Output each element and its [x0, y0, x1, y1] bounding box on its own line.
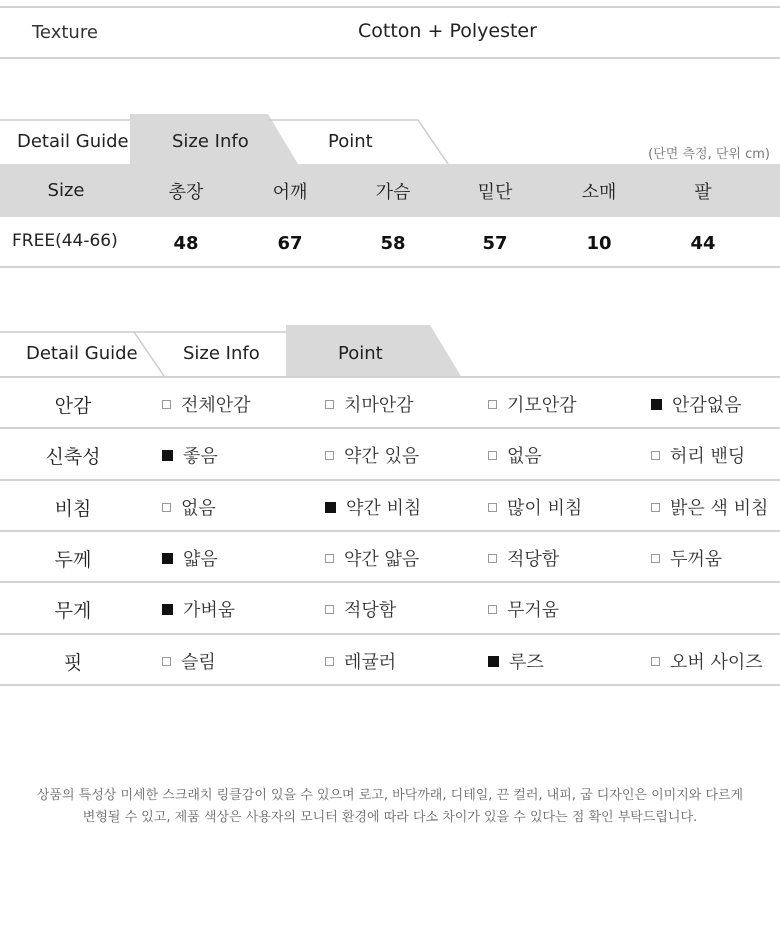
point-option [162, 494, 216, 520]
point-option [325, 596, 396, 622]
point-option-label: 두꺼움 [670, 549, 723, 570]
point-option-label: 오버 사이즈 [670, 652, 763, 673]
unchecked-box-icon [325, 605, 334, 614]
point-option [325, 545, 419, 571]
size-header-sleeve: 소매 [581, 182, 617, 203]
unchecked-box-icon [162, 400, 171, 409]
unchecked-box-icon [325, 554, 334, 563]
point-option-label: 기모안감 [507, 395, 577, 416]
unchecked-box-icon [325, 400, 334, 409]
size-value-length: 48 [173, 233, 199, 254]
tab-size-info-2[interactable]: Size Info [183, 343, 260, 364]
point-option-label: 없음 [181, 498, 216, 519]
checked-box-icon [162, 604, 173, 615]
point-option-label: 약간 얇음 [344, 549, 420, 570]
point-category: 안감 [54, 395, 92, 417]
point-option-label: 밝은 색 비침 [670, 498, 769, 519]
size-header-shoulder: 어깨 [272, 182, 308, 203]
tab-point[interactable]: Point [328, 131, 373, 152]
point-option [325, 648, 396, 674]
size-header-chest: 가슴 [375, 182, 411, 203]
size-value-sleeve: 10 [586, 233, 612, 254]
point-option [325, 442, 419, 468]
size-header-size: Size [47, 180, 85, 201]
size-tabs [0, 112, 780, 172]
unchecked-box-icon [488, 400, 497, 409]
unchecked-box-icon [488, 451, 497, 460]
point-option [651, 648, 763, 674]
point-option [162, 545, 218, 571]
tab-point-2[interactable]: Point [338, 343, 383, 364]
point-option [488, 391, 577, 417]
size-value-hem: 57 [482, 233, 508, 254]
point-option-label: 좋음 [183, 446, 218, 467]
point-option [162, 596, 235, 622]
unit-note: (단면 측정, 단위 cm) [648, 147, 770, 162]
point-row [0, 635, 780, 686]
point-option [488, 442, 542, 468]
point-option [488, 596, 559, 622]
texture-label: Texture [32, 22, 98, 43]
point-option-label: 없음 [507, 446, 542, 467]
point-category: 비침 [54, 498, 92, 520]
unchecked-box-icon [162, 657, 171, 666]
point-option-label: 슬림 [181, 652, 216, 673]
unchecked-box-icon [325, 657, 334, 666]
divider-top [0, 6, 780, 8]
checked-box-icon [325, 502, 336, 513]
point-row [0, 429, 780, 480]
size-header-hem: 밑단 [477, 182, 513, 203]
unchecked-box-icon [651, 554, 660, 563]
point-option-label: 무거움 [507, 600, 560, 621]
point-option-label: 많이 비침 [507, 498, 583, 519]
point-option [651, 545, 722, 571]
point-option [651, 494, 768, 520]
point-option-label: 적당함 [344, 600, 397, 621]
size-table-header [0, 164, 780, 217]
unchecked-box-icon [488, 503, 497, 512]
size-value-arm: 44 [690, 233, 716, 254]
point-option [488, 494, 582, 520]
point-option [488, 648, 544, 674]
point-category: 신축성 [45, 446, 101, 468]
point-option [651, 391, 742, 417]
size-value-free: FREE(44-66) [12, 231, 118, 251]
size-header-arm: 팔 [694, 182, 712, 203]
tab-detail-guide[interactable]: Detail Guide [17, 131, 129, 152]
checked-box-icon [162, 450, 173, 461]
point-option-label: 허리 밴딩 [670, 446, 746, 467]
size-table-row [0, 217, 780, 267]
notice-line-2: 변형될 수 있고, 제품 색상은 사용자의 모니터 환경에 따라 다소 차이가 있을 수 있다는 점 확인 부탁드립니다. [82, 810, 698, 825]
point-category: 무게 [54, 600, 92, 622]
unchecked-box-icon [162, 503, 171, 512]
unchecked-box-icon [325, 451, 334, 460]
divider-texture-bottom [0, 57, 780, 59]
divider-point-row [0, 684, 780, 686]
notice-line-1: 상품의 특성상 미세한 스크래치 링클감이 있을 수 있으며 로고, 바닥까래, 디테일, 끈 컬러, 내피, 굽 디자인은 이미지와 다르게 [36, 788, 744, 803]
point-row [0, 532, 780, 583]
size-value-shoulder: 67 [277, 233, 303, 254]
point-option [162, 391, 251, 417]
point-row [0, 583, 780, 634]
point-row [0, 481, 780, 532]
point-option-label: 치마안감 [344, 395, 414, 416]
point-option-label: 루즈 [509, 652, 544, 673]
point-category: 핏 [63, 652, 83, 674]
unchecked-box-icon [651, 503, 660, 512]
tab-detail-guide-2[interactable]: Detail Guide [26, 343, 138, 364]
size-header-length: 총장 [168, 182, 204, 203]
point-option-label: 안감없음 [672, 395, 742, 416]
point-option-label: 적당함 [507, 549, 560, 570]
checked-box-icon [488, 656, 499, 667]
unchecked-box-icon [488, 605, 497, 614]
unchecked-box-icon [488, 554, 497, 563]
point-option-label: 전체안감 [181, 395, 251, 416]
point-option [325, 391, 414, 417]
point-option [488, 545, 559, 571]
texture-value: Cotton + Polyester [358, 20, 537, 42]
point-option [162, 442, 218, 468]
point-option [651, 442, 745, 468]
point-tabs [0, 324, 780, 384]
size-value-chest: 58 [380, 233, 406, 254]
unchecked-box-icon [651, 657, 660, 666]
point-category: 두께 [54, 549, 92, 571]
checked-box-icon [162, 553, 173, 564]
point-option-label: 가벼움 [183, 600, 236, 621]
point-option-label: 얇음 [183, 549, 218, 570]
divider-size-bottom [0, 266, 780, 268]
point-option-label: 약간 비침 [346, 498, 422, 519]
point-option-label: 약간 있음 [344, 446, 420, 467]
tab-size-info[interactable]: Size Info [172, 131, 249, 152]
point-option-label: 레귤러 [344, 652, 397, 673]
point-row [0, 378, 780, 429]
point-option [162, 648, 216, 674]
unchecked-box-icon [651, 451, 660, 460]
point-option [325, 494, 421, 520]
checked-box-icon [651, 399, 662, 410]
